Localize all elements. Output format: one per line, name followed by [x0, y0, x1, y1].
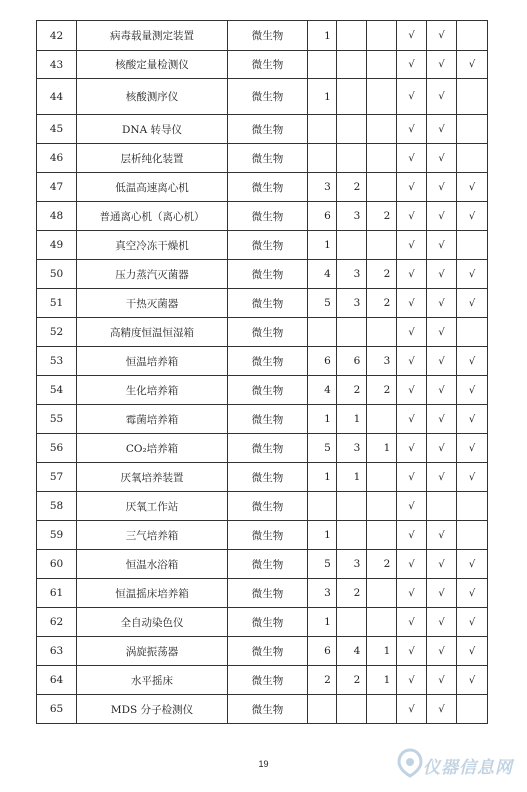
- cell-quantity-2: [337, 115, 367, 144]
- cell-number: 55: [37, 405, 77, 434]
- cell-check-3: [457, 695, 488, 724]
- cell-check-3: [457, 79, 488, 115]
- cell-check-1: √: [397, 202, 427, 231]
- cell-check-3: √: [457, 405, 488, 434]
- cell-category: 微生物: [228, 318, 308, 347]
- cell-check-3: √: [457, 434, 488, 463]
- table-row: [37, 115, 488, 144]
- cell-check-3: [457, 521, 488, 550]
- cell-quantity-1: 5: [308, 434, 337, 463]
- cell-check-2: √: [427, 21, 457, 51]
- cell-check-2: √: [427, 347, 457, 376]
- cell-category: 微生物: [228, 492, 308, 521]
- cell-quantity-2: [337, 51, 367, 79]
- cell-quantity-1: 1: [308, 608, 337, 637]
- cell-quantity-1: 5: [308, 550, 337, 579]
- table-row: [37, 521, 488, 550]
- table-row: [37, 144, 488, 173]
- table-row: [37, 405, 488, 434]
- watermark-text: 仪器信息网: [423, 758, 513, 778]
- cell-category: 微生物: [228, 550, 308, 579]
- cell-quantity-2: 3: [337, 289, 367, 318]
- cell-quantity-2: [337, 79, 367, 115]
- cell-check-2: √: [427, 376, 457, 405]
- cell-check-3: [457, 318, 488, 347]
- table-row: [37, 51, 488, 79]
- cell-check-3: √: [457, 550, 488, 579]
- cell-quantity-3: [367, 79, 397, 115]
- cell-category: 微生物: [228, 289, 308, 318]
- cell-category: 微生物: [228, 79, 308, 115]
- cell-quantity-3: [367, 695, 397, 724]
- cell-check-2: √: [427, 318, 457, 347]
- cell-category: 微生物: [228, 21, 308, 51]
- table-row: [37, 550, 488, 579]
- cell-quantity-2: 1: [337, 463, 367, 492]
- cell-check-1: √: [397, 405, 427, 434]
- cell-check-1: √: [397, 260, 427, 289]
- cell-number: 61: [37, 579, 77, 608]
- cell-equipment-name: 恒温摇床培养箱: [77, 579, 228, 608]
- cell-quantity-2: [337, 318, 367, 347]
- cell-check-2: √: [427, 144, 457, 173]
- cell-number: 52: [37, 318, 77, 347]
- cell-check-1: √: [397, 231, 427, 260]
- cell-check-2: √: [427, 231, 457, 260]
- cell-quantity-1: 2: [308, 666, 337, 695]
- cell-quantity-1: 4: [308, 260, 337, 289]
- cell-check-1: √: [397, 608, 427, 637]
- watermark: [393, 745, 513, 781]
- cell-check-3: [457, 21, 488, 51]
- cell-quantity-2: 2: [337, 376, 367, 405]
- cell-equipment-name: CO₂培养箱: [77, 434, 228, 463]
- cell-number: 54: [37, 376, 77, 405]
- cell-equipment-name: 生化培养箱: [77, 376, 228, 405]
- cell-check-1: √: [397, 666, 427, 695]
- cell-category: 微生物: [228, 173, 308, 202]
- cell-quantity-1: 6: [308, 347, 337, 376]
- cell-quantity-2: [337, 231, 367, 260]
- cell-check-2: √: [427, 51, 457, 79]
- cell-equipment-name: 层析纯化装置: [77, 144, 228, 173]
- cell-check-3: [457, 115, 488, 144]
- cell-quantity-3: [367, 463, 397, 492]
- table-row: [37, 173, 488, 202]
- cell-quantity-3: 1: [367, 666, 397, 695]
- cell-number: 60: [37, 550, 77, 579]
- cell-quantity-1: 1: [308, 79, 337, 115]
- cell-number: 49: [37, 231, 77, 260]
- cell-category: 微生物: [228, 376, 308, 405]
- cell-equipment-name: 厌氧工作站: [77, 492, 228, 521]
- cell-equipment-name: 全自动染色仪: [77, 608, 228, 637]
- cell-check-2: √: [427, 463, 457, 492]
- cell-category: 微生物: [228, 579, 308, 608]
- cell-check-1: √: [397, 115, 427, 144]
- cell-quantity-2: 4: [337, 637, 367, 666]
- cell-equipment-name: 水平摇床: [77, 666, 228, 695]
- cell-quantity-1: 1: [308, 521, 337, 550]
- cell-category: 微生物: [228, 463, 308, 492]
- cell-quantity-1: [308, 318, 337, 347]
- cell-category: 微生物: [228, 695, 308, 724]
- cell-category: 微生物: [228, 202, 308, 231]
- cell-check-1: √: [397, 289, 427, 318]
- cell-quantity-2: 3: [337, 260, 367, 289]
- cell-check-3: √: [457, 463, 488, 492]
- cell-quantity-2: 2: [337, 579, 367, 608]
- cell-check-3: √: [457, 347, 488, 376]
- cell-quantity-2: 2: [337, 666, 367, 695]
- cell-check-3: √: [457, 51, 488, 79]
- cell-quantity-2: 1: [337, 405, 367, 434]
- table-row: [37, 289, 488, 318]
- table-row: [37, 492, 488, 521]
- cell-quantity-3: 1: [367, 434, 397, 463]
- cell-check-2: √: [427, 579, 457, 608]
- cell-equipment-name: 涡旋振荡器: [77, 637, 228, 666]
- cell-number: 42: [37, 21, 77, 51]
- cell-check-1: √: [397, 637, 427, 666]
- cell-number: 50: [37, 260, 77, 289]
- cell-equipment-name: 三气培养箱: [77, 521, 228, 550]
- cell-check-2: [427, 492, 457, 521]
- cell-category: 微生物: [228, 405, 308, 434]
- table-row: [37, 318, 488, 347]
- cell-check-2: √: [427, 521, 457, 550]
- cell-equipment-name: 恒温培养箱: [77, 347, 228, 376]
- cell-quantity-1: 4: [308, 376, 337, 405]
- cell-number: 47: [37, 173, 77, 202]
- cell-quantity-3: [367, 579, 397, 608]
- cell-number: 59: [37, 521, 77, 550]
- cell-category: 微生物: [228, 434, 308, 463]
- cell-number: 58: [37, 492, 77, 521]
- cell-category: 微生物: [228, 115, 308, 144]
- cell-check-2: √: [427, 173, 457, 202]
- cell-check-2: √: [427, 260, 457, 289]
- cell-category: 微生物: [228, 144, 308, 173]
- cell-check-1: √: [397, 550, 427, 579]
- cell-check-1: √: [397, 318, 427, 347]
- cell-quantity-1: [308, 144, 337, 173]
- cell-check-2: √: [427, 666, 457, 695]
- cell-check-2: √: [427, 608, 457, 637]
- table-row: [37, 260, 488, 289]
- cell-number: 53: [37, 347, 77, 376]
- cell-check-3: [457, 144, 488, 173]
- cell-number: 65: [37, 695, 77, 724]
- cell-quantity-3: [367, 21, 397, 51]
- cell-equipment-name: MDS 分子检测仪: [77, 695, 228, 724]
- cell-quantity-2: [337, 608, 367, 637]
- cell-quantity-2: [337, 695, 367, 724]
- cell-quantity-3: [367, 173, 397, 202]
- cell-quantity-1: 5: [308, 289, 337, 318]
- cell-equipment-name: 压力蒸汽灭菌器: [77, 260, 228, 289]
- cell-check-1: √: [397, 376, 427, 405]
- cell-number: 44: [37, 79, 77, 115]
- cell-quantity-3: [367, 492, 397, 521]
- cell-equipment-name: 真空冷冻干燥机: [77, 231, 228, 260]
- cell-quantity-3: [367, 405, 397, 434]
- cell-equipment-name: 病毒载量测定装置: [77, 21, 228, 51]
- cell-quantity-1: 6: [308, 202, 337, 231]
- cell-check-3: √: [457, 202, 488, 231]
- cell-check-2: √: [427, 202, 457, 231]
- cell-equipment-name: 恒温水浴箱: [77, 550, 228, 579]
- cell-quantity-1: 1: [308, 405, 337, 434]
- cell-check-1: √: [397, 79, 427, 115]
- cell-number: 48: [37, 202, 77, 231]
- cell-category: 微生物: [228, 231, 308, 260]
- cell-equipment-name: 核酸定量检测仪: [77, 51, 228, 79]
- cell-check-2: √: [427, 405, 457, 434]
- cell-number: 63: [37, 637, 77, 666]
- cell-quantity-1: [308, 51, 337, 79]
- cell-quantity-3: 3: [367, 347, 397, 376]
- cell-check-2: √: [427, 550, 457, 579]
- table-row: [37, 608, 488, 637]
- cell-check-1: √: [397, 521, 427, 550]
- table-row: [37, 202, 488, 231]
- cell-quantity-1: 1: [308, 21, 337, 51]
- cell-check-2: √: [427, 289, 457, 318]
- cell-quantity-3: 2: [367, 289, 397, 318]
- page-number: 19: [258, 759, 269, 769]
- cell-check-2: √: [427, 434, 457, 463]
- table-body: [37, 21, 488, 724]
- cell-check-2: √: [427, 79, 457, 115]
- table-row: [37, 637, 488, 666]
- cell-quantity-2: 6: [337, 347, 367, 376]
- cell-check-1: √: [397, 695, 427, 724]
- cell-quantity-3: [367, 51, 397, 79]
- cell-quantity-2: 3: [337, 550, 367, 579]
- cell-quantity-3: [367, 521, 397, 550]
- cell-equipment-name: 低温高速离心机: [77, 173, 228, 202]
- instrument-network-logo-icon: [397, 748, 423, 778]
- cell-check-1: √: [397, 21, 427, 51]
- cell-check-3: √: [457, 289, 488, 318]
- cell-equipment-name: 普通离心机（离心机）: [77, 202, 228, 231]
- cell-check-3: √: [457, 376, 488, 405]
- cell-quantity-3: [367, 231, 397, 260]
- table-row: [37, 347, 488, 376]
- cell-check-3: √: [457, 666, 488, 695]
- cell-check-3: [457, 231, 488, 260]
- cell-quantity-1: 3: [308, 579, 337, 608]
- cell-quantity-3: [367, 318, 397, 347]
- cell-number: 62: [37, 608, 77, 637]
- cell-check-3: √: [457, 608, 488, 637]
- cell-quantity-3: 2: [367, 550, 397, 579]
- cell-quantity-2: [337, 521, 367, 550]
- cell-check-1: √: [397, 463, 427, 492]
- cell-check-1: √: [397, 347, 427, 376]
- table-row: [37, 666, 488, 695]
- cell-number: 43: [37, 51, 77, 79]
- table-row: [37, 79, 488, 115]
- cell-quantity-1: 3: [308, 173, 337, 202]
- cell-quantity-1: [308, 115, 337, 144]
- cell-category: 微生物: [228, 347, 308, 376]
- cell-check-1: √: [397, 434, 427, 463]
- cell-number: 57: [37, 463, 77, 492]
- cell-equipment-name: DNA 转导仪: [77, 115, 228, 144]
- equipment-table: [36, 20, 488, 724]
- cell-quantity-1: 6: [308, 637, 337, 666]
- cell-quantity-2: 3: [337, 202, 367, 231]
- cell-check-2: √: [427, 695, 457, 724]
- cell-quantity-2: [337, 21, 367, 51]
- cell-quantity-3: 2: [367, 260, 397, 289]
- cell-check-1: √: [397, 579, 427, 608]
- cell-equipment-name: 霉菌培养箱: [77, 405, 228, 434]
- cell-quantity-3: [367, 608, 397, 637]
- cell-check-3: √: [457, 579, 488, 608]
- table-row: [37, 579, 488, 608]
- cell-category: 微生物: [228, 260, 308, 289]
- cell-check-2: √: [427, 637, 457, 666]
- cell-check-3: √: [457, 173, 488, 202]
- cell-category: 微生物: [228, 521, 308, 550]
- cell-check-3: [457, 492, 488, 521]
- cell-equipment-name: 厌氧培养装置: [77, 463, 228, 492]
- cell-quantity-3: [367, 144, 397, 173]
- cell-quantity-1: [308, 695, 337, 724]
- cell-quantity-2: [337, 492, 367, 521]
- table-row: [37, 376, 488, 405]
- cell-quantity-3: 2: [367, 202, 397, 231]
- cell-category: 微生物: [228, 51, 308, 79]
- cell-quantity-3: [367, 115, 397, 144]
- cell-equipment-name: 干热灭菌器: [77, 289, 228, 318]
- cell-number: 56: [37, 434, 77, 463]
- table-row: [37, 21, 488, 51]
- cell-check-1: √: [397, 51, 427, 79]
- table-row: [37, 463, 488, 492]
- table-row: [37, 695, 488, 724]
- cell-category: 微生物: [228, 608, 308, 637]
- cell-check-3: √: [457, 260, 488, 289]
- cell-quantity-1: 1: [308, 463, 337, 492]
- table-row: [37, 434, 488, 463]
- cell-category: 微生物: [228, 666, 308, 695]
- cell-quantity-2: 3: [337, 434, 367, 463]
- cell-check-1: √: [397, 144, 427, 173]
- cell-number: 45: [37, 115, 77, 144]
- cell-quantity-2: [337, 144, 367, 173]
- cell-check-1: √: [397, 492, 427, 521]
- cell-check-1: √: [397, 173, 427, 202]
- cell-number: 64: [37, 666, 77, 695]
- cell-equipment-name: 核酸测序仪: [77, 79, 228, 115]
- table-row: [37, 231, 488, 260]
- cell-equipment-name: 高精度恒温恒湿箱: [77, 318, 228, 347]
- cell-number: 51: [37, 289, 77, 318]
- cell-check-2: √: [427, 115, 457, 144]
- cell-category: 微生物: [228, 637, 308, 666]
- cell-quantity-3: 2: [367, 376, 397, 405]
- cell-number: 46: [37, 144, 77, 173]
- cell-check-3: √: [457, 637, 488, 666]
- cell-quantity-1: 1: [308, 231, 337, 260]
- cell-quantity-2: 2: [337, 173, 367, 202]
- cell-quantity-1: [308, 492, 337, 521]
- cell-quantity-3: 1: [367, 637, 397, 666]
